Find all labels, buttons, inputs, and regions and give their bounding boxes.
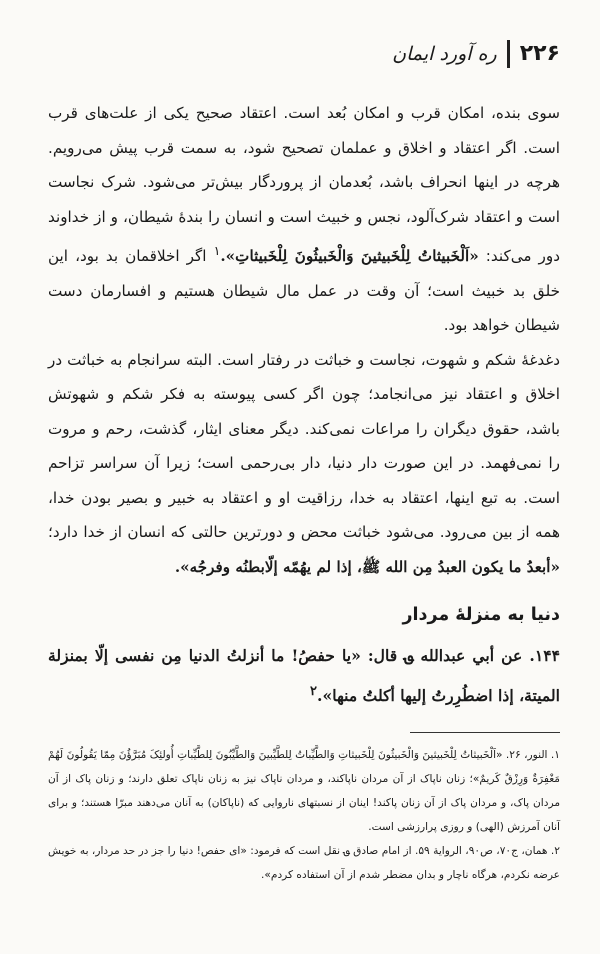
paragraph-2-text: دغدغهٔ شکم و شهوت، نجاست و خباثت در رفتار است. البته سرانجام به خباثت در اخلاق و اعتقاد نیز می‌انجامد؛ چون اگر کسی پیوسته به فکر شکم و شهوتش باشد، حقوق دیگران را مراعات نمی‌کند. دیگر معنای ایثار، گذشت، رحم و مروت را نمی‌فهمد. در این صورت دار دنیا، دار بی‌رحمی است؛ زیرا آن سراسر تزاحم است. به تبع اینها، اعتقاد به خدا، رزاقیت او و اعتقاد به خبیر و بصیر بودن خدا، همه از بین می‌رود. می‌شود خباثت محض و دورترین حالتی که انسان از خدا دارد؛ — [48, 350, 560, 542]
quran-quote: «اَلْخَبیثاتُ لِلْخَبیثینَ وَالْخَبیثُونَ لِلْخَبیثاتِ». — [220, 247, 479, 266]
section-heading: دنیا به منزلهٔ مردار — [402, 605, 560, 626]
book-title: ره آورد ایمان — [392, 43, 497, 65]
main-text — [48, 96, 560, 584]
footnote-1-text-a: ۱. النور، ۲۶. «اَلْخَبیثاتُ لِلْخَبیثینَ وَالْخَبیثُونَ لِلْخَبیثاتِ وَالطَّیِّباتُ لِلطَّیِّبینَ وَالطَّیِّبُونَ لِلطَّیِّباتِ أُولئِکَ مُبَرَّؤُنَ مِمّا یَقُولُونَ لَهُمْ مَغْفِرَةٌ وَرِزْقٌ کَریمٌ»؛ زنان ناپاک از آن مردان ناپاکند، و مردان ناپاک نیز به زنان ناپاک تعلق دارند؛ — [48, 749, 560, 786]
hadith-144-text: ۱۴۴. عن أبي عبدالله ؈ قال: «یا حفصُ! ما أنزلتُ الدنیا مِن نفسی إلّا بمنزلة المیتة، إذا اضطُرِرتُ إلیها أکلتُ منها». — [48, 646, 560, 706]
paragraph-1-text-b: اگر اخلاقمان بد بود، این خلق بد خبیث است؛ آن وقت در عمل مال شیطان هستیم و افسارمان دست شیطان خواهد بود. — [48, 247, 560, 335]
footnote-2: ۲. همان، ج۷۰، ص۹۰، الروایة ۵۹. از امام صادق ؈ نقل است که فرمود: «ای حفص! دنیا را جز در حد مردار، به خویش عرضه نکردم، هرگاه ناچار و بدان مضطر شدم از آن استفاده کردم». — [48, 845, 560, 882]
hadith-144 — [48, 638, 560, 714]
running-head — [48, 34, 560, 74]
footnote-marker-1: ۱ — [213, 243, 221, 258]
footnote-1 — [48, 743, 560, 839]
footnotes — [48, 743, 560, 887]
paragraph-1 — [48, 96, 560, 343]
page-number: ۲۲۶ — [507, 40, 560, 68]
paragraph-1-text-a: سوی بنده، امکان قرب و امکان بُعد است. اعتقاد صحیح یکی از علت‌های قرب است. اگر اعتقاد و اخلاق و عملمان تصحیح شود، به سمت قرب پیش می‌رویم. هرچه در اینها انحراف باشد، بُعدمان از پروردگار بیش‌تر می‌شود. شرک نجاست است و اعتقاد شرک‌آلود، نجس و خبیث است و انسان را بندهٔ شیطان، و از خداوند دور می‌کند: — [48, 104, 560, 266]
footnote-1-text-b: و زنان پاک از آن مردان پاک، و مردان پاک از آن زنان پاکند! اینان از نسبتهای ناروایی که (ناپاکان) به آنان می‌دهند مبرّا هستند؛ و برای آنان آمرزش (الهی) و روزی پرارزشی است. — [48, 773, 560, 834]
paragraph-2 — [48, 343, 560, 585]
footnote-divider — [410, 732, 560, 733]
footnote-marker-2: ۲ — [310, 684, 318, 700]
hadith-quote: «أبعدُ ما یکون العبدُ مِن الله ﷺ، إذا لم یهُمّه إلّابطنُه وفرجُه». — [174, 557, 560, 576]
